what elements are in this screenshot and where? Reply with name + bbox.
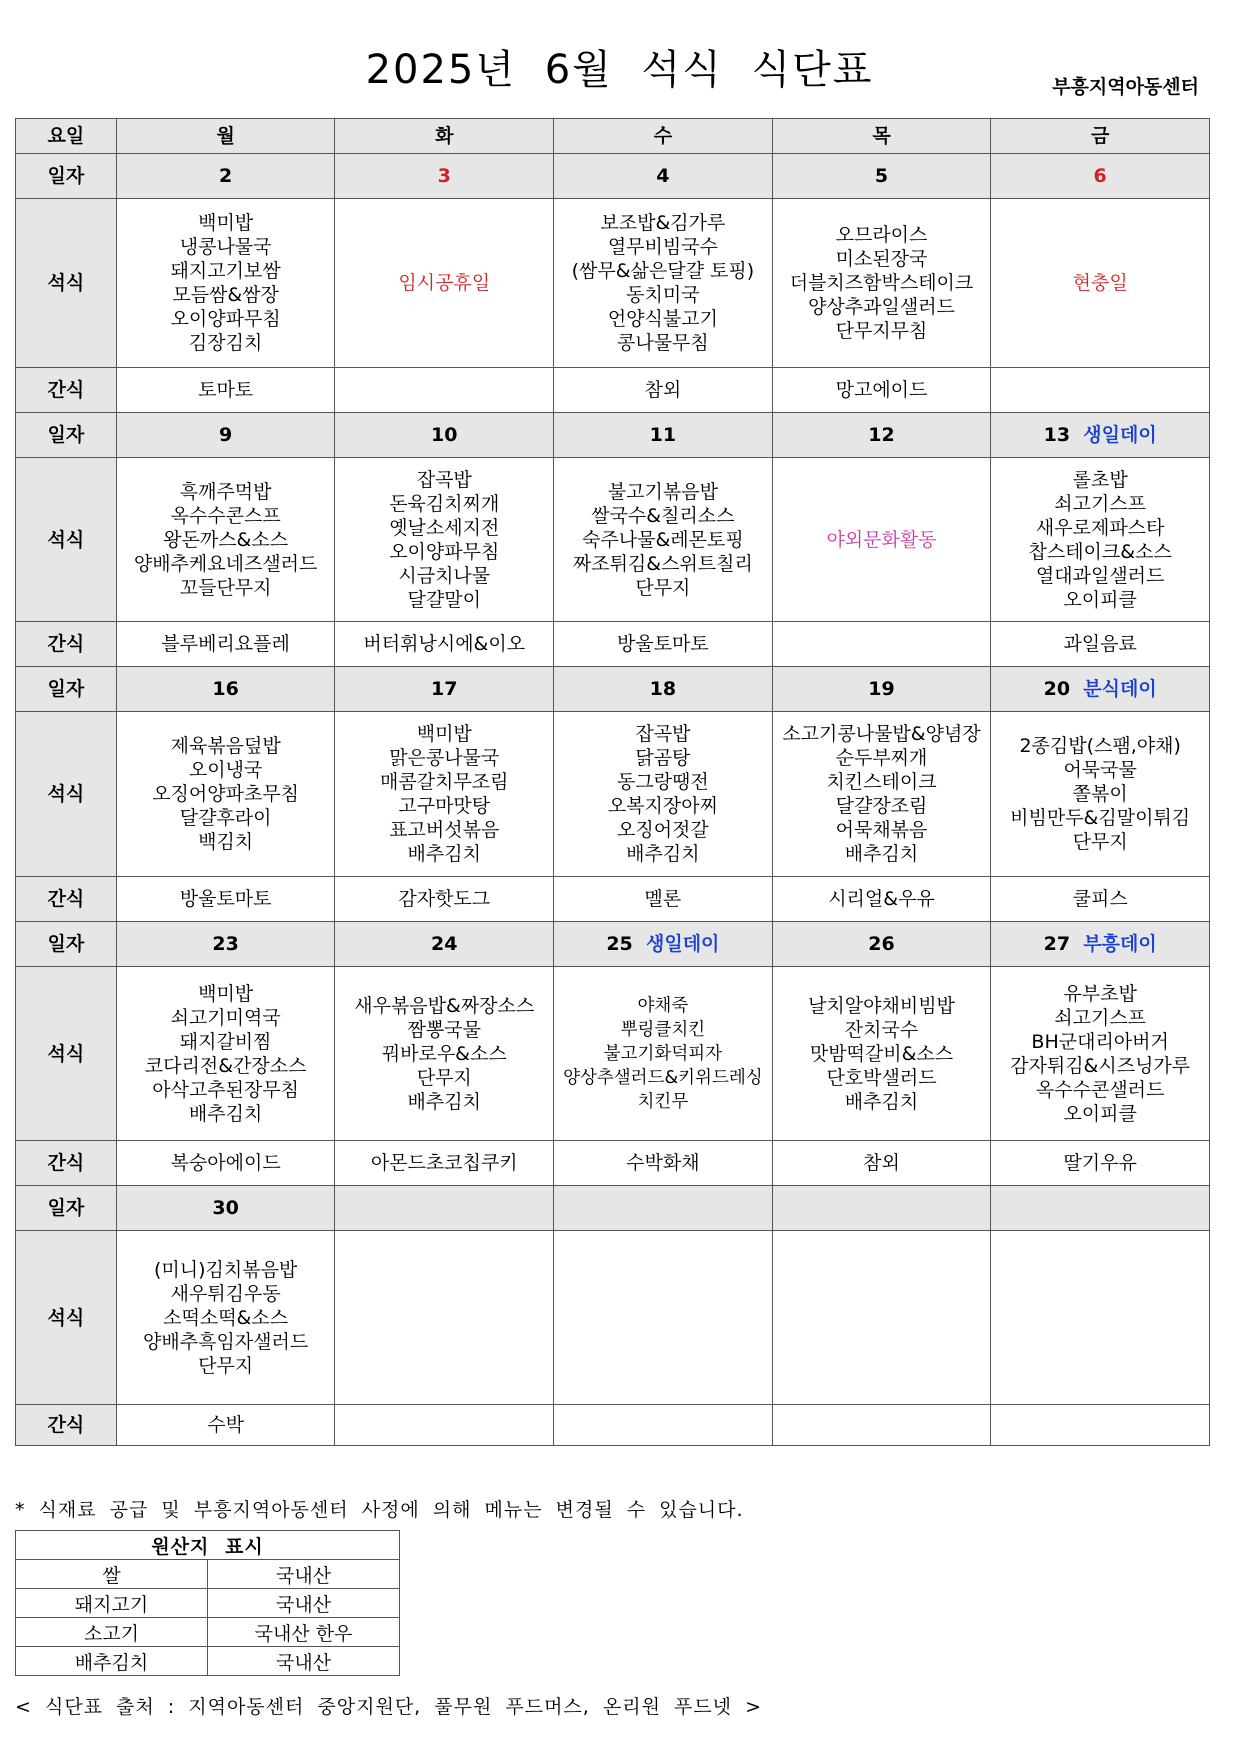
snack-row: [16, 1141, 1210, 1186]
meal-cell: [991, 458, 1210, 622]
menu-item: 시금치나물: [398, 564, 491, 587]
date-cell: 5: [772, 154, 991, 199]
date-cell-event: [991, 413, 1210, 458]
date-cell: 11: [554, 413, 773, 458]
meal-cell: [116, 967, 335, 1141]
menu-item: 단호박샐러드: [826, 1066, 937, 1089]
menu-item: 새우볶음밥&짜장소스: [354, 994, 535, 1017]
date-cell: 10: [335, 413, 554, 458]
menu-item: 새우로제파스타: [1035, 516, 1165, 539]
date-label: 일자: [16, 413, 117, 458]
menu-item: 새우튀김우동: [170, 1282, 281, 1305]
snack-cell: 복숭아에이드: [116, 1141, 335, 1186]
meal-label: 석식: [16, 712, 117, 877]
menu-item: 옥수수콘샐러드: [1035, 1078, 1165, 1101]
menu-item: 동치미국: [626, 284, 700, 306]
event-tag: 분식데이: [1083, 678, 1157, 700]
menu-item: 잔치국수: [844, 1018, 919, 1041]
menu-item: 김장김치: [188, 332, 263, 354]
menu-item: 비빔만두&김말이튀김: [1010, 807, 1191, 829]
menu-item: 아삭고추된장무침: [152, 1078, 300, 1101]
snack-cell: 참외: [554, 368, 773, 413]
date-cell: 9: [116, 413, 335, 458]
meal-cell: [991, 1231, 1210, 1405]
date-number: 20: [1043, 678, 1071, 700]
date-row: [16, 1186, 1210, 1231]
menu-item: 짬뽕국물: [407, 1018, 481, 1041]
date-label: 일자: [16, 922, 117, 967]
date-cell: [772, 1186, 991, 1231]
page-title: 2025년 6월 석식 식단표: [365, 47, 874, 93]
menu-item: 고구마맛탕: [398, 795, 491, 817]
snack-row: [16, 368, 1210, 413]
menu-item: 숙주나물&레몬토핑: [582, 528, 744, 551]
snack-cell: [335, 368, 554, 413]
snack-label: 간식: [16, 1141, 117, 1186]
menu-item: 달걀후라이: [179, 807, 272, 829]
menu-item: 쇠고기스프: [1054, 492, 1147, 515]
menu-table: [15, 118, 1210, 1446]
date-label: 일자: [16, 1186, 117, 1231]
snack-cell: 수박: [116, 1405, 335, 1446]
menu-item: 소고기콩나물밥&양념장: [782, 723, 981, 745]
menu-item: 옛날소세지전: [389, 516, 500, 539]
menu-item: 불고기볶음밥: [607, 480, 718, 503]
org-name: 부흥지역아동센터: [1052, 76, 1199, 98]
menu-item: 미소된장국: [835, 248, 928, 270]
menu-item: BH군대리아버거: [1031, 1030, 1169, 1053]
date-cell-event: [991, 922, 1210, 967]
origin-country: 국내산: [208, 1589, 400, 1618]
date-cell-holiday: 3: [335, 154, 554, 199]
meal-label: 석식: [16, 1231, 117, 1405]
date-cell: 18: [554, 667, 773, 712]
menu-item: 유부초밥: [1063, 982, 1137, 1005]
date-cell: 30: [116, 1186, 335, 1231]
snack-cell: 아몬드초코칩쿠키: [335, 1141, 554, 1186]
menu-item: 열무비빔국수: [607, 236, 718, 258]
weekday-thu: 목: [772, 119, 991, 154]
date-cell: 16: [116, 667, 335, 712]
snack-label: 간식: [16, 622, 117, 667]
menu-item: 쫄볶이: [1072, 783, 1128, 805]
meal-cell: [991, 967, 1210, 1141]
menu-item: 양상추과일샐러드: [808, 296, 955, 318]
meal-cell: [772, 1231, 991, 1405]
menu-item: 야채죽: [637, 995, 689, 1016]
menu-item: 어묵국물: [1063, 759, 1137, 781]
meal-cell: [772, 967, 991, 1141]
origin-title: 원산지 표시: [16, 1531, 400, 1560]
snack-label: 간식: [16, 877, 117, 922]
origin-item: 배추김치: [16, 1647, 208, 1676]
origin-row: [16, 1589, 400, 1618]
date-cell-holiday: 6: [991, 154, 1210, 199]
menu-item: 소떡소떡&소스: [163, 1306, 289, 1329]
snack-cell: [991, 1405, 1210, 1446]
weekday-label: 요일: [16, 119, 117, 154]
snack-cell: 딸기우유: [991, 1141, 1210, 1186]
menu-item: 돈육김치찌개: [389, 492, 500, 515]
menu-item: 쇠고기스프: [1054, 1006, 1147, 1029]
snack-row: [16, 622, 1210, 667]
date-number: 25: [606, 933, 633, 955]
menu-item: 더블치즈함박스테이크: [789, 272, 974, 294]
menu-item: 배추김치: [407, 843, 481, 865]
origin-table: [15, 1530, 400, 1676]
menu-item: 오이냉국: [188, 759, 263, 781]
date-cell: 2: [116, 154, 335, 199]
date-cell-event: [991, 667, 1210, 712]
menu-item: 단무지: [635, 576, 691, 599]
snack-label: 간식: [16, 1405, 117, 1446]
menu-item: 단무지: [1072, 831, 1128, 853]
weekday-mon: 월: [116, 119, 335, 154]
menu-item: 쌀국수&칠리소스: [591, 504, 735, 527]
snack-cell: 시리얼&우유: [772, 877, 991, 922]
menu-item: (미니)김치볶음밥: [153, 1258, 298, 1281]
menu-item: 오복지장아찌: [607, 795, 718, 817]
origin-row: [16, 1560, 400, 1589]
meal-label: 석식: [16, 199, 117, 368]
menu-item: 치킨무: [637, 1091, 689, 1112]
meal-cell: [335, 458, 554, 622]
menu-item: 단무지: [416, 1066, 472, 1089]
date-row: [16, 667, 1210, 712]
menu-item: 보조밥&김가루: [600, 212, 726, 234]
menu-item: 쇠고기미역국: [170, 1006, 281, 1029]
snack-cell: 감자핫도그: [335, 877, 554, 922]
meal-cell: [991, 712, 1210, 877]
date-cell: 12: [772, 413, 991, 458]
origin-row: [16, 1647, 400, 1676]
snack-cell: 버터휘낭시에&이오: [335, 622, 554, 667]
meal-cell-activity: 야외문화활동: [772, 458, 991, 622]
menu-item: 양배추흑임자샐러드: [143, 1330, 309, 1353]
meal-cell-holiday: 현충일: [991, 199, 1210, 368]
menu-item: 단무지: [198, 1354, 254, 1377]
menu-item: 순두부찌개: [835, 747, 928, 769]
menu-item: 백미밥: [198, 982, 254, 1005]
meal-cell: [554, 458, 773, 622]
snack-label: 간식: [16, 368, 117, 413]
menu-item: 오이피클: [1063, 588, 1137, 611]
meal-cell: [772, 712, 991, 877]
origin-country: 국내산 한우: [208, 1618, 400, 1647]
date-cell: [335, 1186, 554, 1231]
date-cell: 24: [335, 922, 554, 967]
meal-label: 석식: [16, 458, 117, 622]
menu-item: 동그랑땡전: [616, 771, 709, 793]
weekday-header-row: [16, 119, 1210, 154]
meal-cell: [116, 458, 335, 622]
menu-item: 달걀말이: [407, 588, 481, 611]
menu-item: 백미밥: [416, 723, 472, 745]
date-row: [16, 413, 1210, 458]
date-number: 27: [1043, 933, 1071, 955]
weekday-fri: 금: [991, 119, 1210, 154]
menu-item: 오이양파무침: [170, 308, 281, 330]
snack-cell: 참외: [772, 1141, 991, 1186]
snack-cell: 수박화채: [554, 1141, 773, 1186]
meal-cell: [554, 199, 773, 368]
origin-country: 국내산: [208, 1560, 400, 1589]
meal-cell: [335, 1231, 554, 1405]
menu-item: 배추김치: [844, 1090, 919, 1113]
date-label: 일자: [16, 667, 117, 712]
meal-cell: [554, 967, 773, 1141]
date-cell: 17: [335, 667, 554, 712]
origin-item: 쌀: [16, 1560, 208, 1589]
event-tag: 부흥데이: [1083, 933, 1157, 955]
menu-item: 콩나물무침: [616, 332, 709, 354]
snack-cell: 멜론: [554, 877, 773, 922]
menu-item: 양배추케요네즈샐러드: [133, 552, 318, 575]
menu-item: 열대과일샐러드: [1035, 564, 1165, 587]
menu-item: 달걀장조림: [835, 795, 928, 817]
meal-cell: [335, 712, 554, 877]
date-cell: 23: [116, 922, 335, 967]
menu-item: 불고기화덕피자: [603, 1043, 723, 1064]
menu-item: 맛밤떡갈비&소스: [809, 1042, 954, 1065]
snack-cell: 방울토마토: [116, 877, 335, 922]
snack-cell: [772, 622, 991, 667]
menu-item: 모듬쌈&쌈장: [172, 284, 279, 306]
snack-row: [16, 1405, 1210, 1446]
snack-cell: 쿨피스: [991, 877, 1210, 922]
menu-item: 코다리전&간장소스: [144, 1054, 307, 1077]
origin-row: [16, 1618, 400, 1647]
menu-item: 돼지고기보쌈: [170, 260, 281, 282]
meal-cell: [554, 712, 773, 877]
menu-item: 롤초밥: [1072, 468, 1128, 491]
meal-cell: [116, 712, 335, 877]
meal-cell: [335, 967, 554, 1141]
menu-item: 배추김치: [626, 843, 700, 865]
weekday-tue: 화: [335, 119, 554, 154]
snack-cell: [772, 1405, 991, 1446]
menu-item: 오이양파무침: [389, 540, 500, 563]
menu-item: 2종김밥(스팸,야채): [1019, 735, 1181, 757]
date-cell: 26: [772, 922, 991, 967]
menu-item: 꿔바로우&소스: [381, 1042, 507, 1065]
menu-item: 언양식불고기: [607, 308, 718, 330]
snack-cell: [554, 1405, 773, 1446]
menu-item: 오징어젓갈: [616, 819, 709, 841]
menu-item: 찹스테이크&소스: [1028, 540, 1172, 563]
menu-item: 오이피클: [1063, 1102, 1137, 1125]
meal-row: [16, 712, 1210, 877]
menu-item: 백미밥: [198, 212, 254, 234]
snack-cell: 방울토마토: [554, 622, 773, 667]
snack-cell: 과일음료: [991, 622, 1210, 667]
meal-row: [16, 1231, 1210, 1405]
snack-cell: 블루베리요플레: [116, 622, 335, 667]
menu-item: 오므라이스: [835, 224, 928, 246]
meal-row: [16, 199, 1210, 368]
meal-cell: [772, 199, 991, 368]
date-row: [16, 154, 1210, 199]
weekday-wed: 수: [554, 119, 773, 154]
snack-row: [16, 877, 1210, 922]
menu-item: 흑깨주먹밥: [179, 480, 272, 503]
menu-item: 잡곡밥: [635, 723, 691, 745]
menu-item: 단무지무침: [835, 320, 928, 342]
menu-item: 꼬들단무지: [179, 576, 272, 599]
date-cell: [991, 1186, 1210, 1231]
meal-label: 석식: [16, 967, 117, 1141]
snack-cell: [991, 368, 1210, 413]
date-row: [16, 922, 1210, 967]
meal-cell-holiday: 임시공휴일: [335, 199, 554, 368]
menu-item: 돼지갈비찜: [179, 1030, 272, 1053]
date-cell: 4: [554, 154, 773, 199]
menu-item: 치킨스테이크: [826, 771, 937, 793]
event-tag: 생일데이: [1083, 424, 1157, 446]
snack-cell: 토마토: [116, 368, 335, 413]
menu-item: (쌈무&삶은달걀 토핑): [571, 260, 755, 282]
event-tag: 생일데이: [646, 933, 720, 955]
menu-item: 옥수수콘스프: [170, 504, 281, 527]
menu-item: 냉콩나물국: [179, 236, 272, 258]
change-notice: * 식재료 공급 및 부흥지역아동센터 사정에 의해 메뉴는 변경될 수 있습니다.: [15, 1499, 744, 1521]
menu-item: 날치알야채비빔밥: [808, 994, 955, 1017]
origin-country: 국내산: [208, 1647, 400, 1676]
menu-item: 배추김치: [844, 843, 919, 865]
menu-item: 백김치: [198, 831, 254, 853]
snack-cell: 망고에이드: [772, 368, 991, 413]
menu-item: 감자튀김&시즈닝가루: [1010, 1054, 1191, 1077]
meal-row: [16, 458, 1210, 622]
origin-item: 돼지고기: [16, 1589, 208, 1618]
menu-item: 양상추샐러드&키위드레싱: [563, 1067, 763, 1088]
menu-item: 잡곡밥: [416, 468, 472, 491]
menu-item: 배추김치: [188, 1102, 263, 1125]
menu-item: 짜조튀김&스위트칠리: [572, 552, 753, 575]
menu-item: 오징어양파초무침: [152, 783, 300, 805]
menu-item: 표고버섯볶음: [389, 819, 500, 841]
date-cell: 19: [772, 667, 991, 712]
menu-source: < 식단표 출처 : 지역아동센터 중앙지원단, 풀무원 푸드머스, 온리원 푸드넷 >: [15, 1696, 762, 1718]
menu-item: 뿌링클치킨: [620, 1019, 706, 1040]
meal-cell: [116, 199, 335, 368]
origin-item: 소고기: [16, 1618, 208, 1647]
menu-item: 닭곰탕: [635, 747, 691, 769]
date-cell: [554, 1186, 773, 1231]
meal-cell: [116, 1231, 335, 1405]
menu-item: 제육볶음덮밥: [170, 735, 281, 757]
date-label: 일자: [16, 154, 117, 199]
menu-item: 배추김치: [407, 1090, 481, 1113]
menu-item: 매콤갈치무조림: [380, 771, 509, 793]
snack-cell: [335, 1405, 554, 1446]
date-number: 13: [1043, 424, 1071, 446]
meal-cell: [554, 1231, 773, 1405]
meal-row: [16, 967, 1210, 1141]
date-cell-event: [554, 922, 773, 967]
menu-item: 왕돈까스&소스: [163, 528, 289, 551]
menu-item: 어묵채볶음: [835, 819, 928, 841]
menu-item: 맑은콩나물국: [389, 747, 500, 769]
